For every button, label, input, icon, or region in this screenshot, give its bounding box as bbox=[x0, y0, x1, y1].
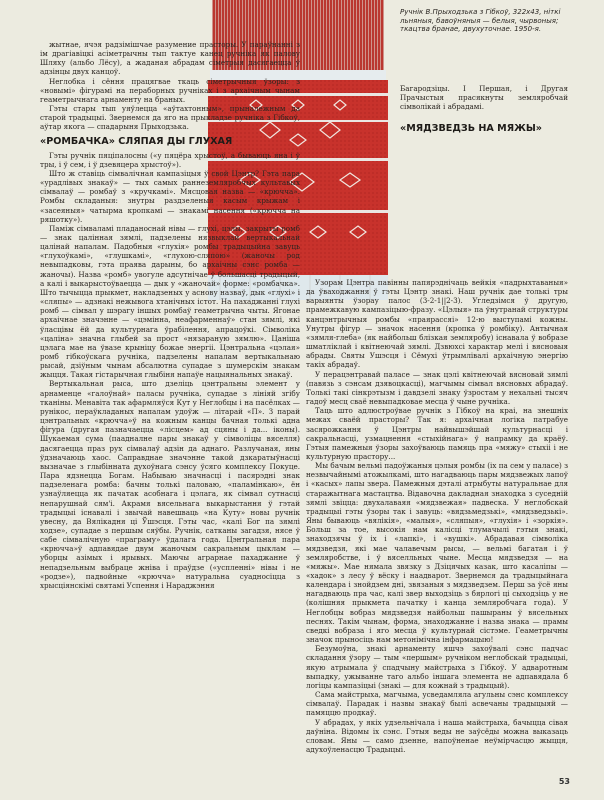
paragraph: Узорам Цэнтра павінны папярэднічаць вейкія «падрыхтаваныя» да ўваходжання ў гэты Цэнтр знакі. Наш ручнік дае толькі тры варыянты ўзорау палос (3-2-1||2-3). Угледзімся ў другую, прамежкавую кампазіцыю-фразу. «Цэлыя» па ўнутранай структуры канцэнтрычныя ромбы «праярассяі» 12-ю выступамі кожны. Унутры фігур — значок насення (кропка ў ромбіку). Антычная «зямля-глеба» (як найбольш блізкая земляробу) існавала ў вобразе шматліклай і квітнеючай зямлі. Дзвюхсі характар мелі і вясновыя абрады. Святы Ушэсця і Сёмухі ўтрымлівалі архаічную энергію такіх абрадаў. bbox=[306, 278, 568, 370]
image-caption: Ручнік В.Прыходзька з Гібкоў, 322х43, ніткі льняныя, бавоўняныя — белыя, чырвоныя; ткацтва бранае, двухуточнае. 1950-я. bbox=[400, 8, 561, 34]
paragraph: Багародзіцы. І Першая, і Другая Прачыстыя прасякнуты земляробчай сімволікай і абрадамі. bbox=[400, 84, 568, 112]
paragraph: Што ж ставіць сімвалічная кампазіцыя ў свой Цэнтр? Гэта пара «урадлівых знакаў» — тых самых раннеземляробчых культавых сімвалаў — ромбаў з «кручкамі». Мясцовая назва — «крючча». Ромбы складаныя: знутры раздзеленыя касым крыжам і «засеяныя» чатырма кропкамі — знакамі насення («крючча на ряшотку»). bbox=[40, 168, 300, 224]
paragraph: Неглобка і сёння працягвае ткаць сіметрычныя ўзоры: з «новымі» фігурамі на пераборных ручніках і з архаічным чынам геаметрычнага арнаменту на браных. bbox=[40, 76, 300, 104]
section-heading: «РОМБАЧКА» СЛЯПАЯ ДЫ ГЛУХАЯ bbox=[40, 135, 233, 147]
paragraph: Безумоўна, знакі арнаменту яшчэ захоўвалі сэнс падчас складання ўзору — тым «першым» ручніком неглобскай традыцыі, якую атрымала ў спадчыну майстрыха з Гібкоў. У адваротным выпадку, ужыванне таго альбо іншага элемента не адпавядала б логіцы кампазіцыі (знакі — для кожнай з традыцый). bbox=[306, 644, 568, 690]
left-column bbox=[40, 40, 300, 780]
paragraph: Вертыкальная рыса, што дзеліць цэнтральны элемент у арнаменце «галоўнай» паласы ручніка, супадае з лініяй згібу тканіны. Менавіта так афармляўся Кут у Неглобцы і на пасёлках — рунікос, пераўкладаных напалам удоўж — літарай «П». З парай цэнтральных «крючча»ў на кожным канцы бачная толькі адна фігура (другая пазначаецца «лісцем» ад сцяны і да... іконы). Шукаемая сума (паадналне пары знакаў у сімволіцы вяселля) дасягаецца праз рух сімвалаў адзін да аднаго. Разлучаная, яны ўдзначаюць хаос. Саправднае значэнне такой дзкаратыўнасці вызначае з глыбінната духоўнага сэнсу ўсяго комплексу Покуце. Пара ядзнецца Богам. Набываю значнасці і пасярэдні знак падзеленага ромба: бачны толькі паловаю, «паламінкаю», ён узнаўляецца як пачатак асобнага і цэлага, як сімвал сутнасці непарушнай сям'і. Акрамя вясельнага выкарыстання ў гэтай традыцыі існавалі і звычай навешваць «на Куту» новы ручнік увесну, да Вялікадня ці Ўшэсця. Гэты час, «калі Бог па зямлі ходзе», супадае з першым сяўбы. Ручнік, сатканы загадзя, нясе ў сабе сімвалічную «праграму» ўдалага года. Цэнтральная пара «крючча»ў адпавядае двум жаночым сакральным цыклам — уборцы азімых і ярывых. Маючы аграрнае пахаджанне ў непадзельным выбраце жніва і праўдзе («успленні» нівы і не «родзе»), падвойные «крючча» натуральна суадносіцца з хрысціянскімі святамі Успення і Нараджэння bbox=[40, 379, 300, 590]
paragraph: Сама майстрыха, магчыма, усведамляла агульны сэнс комплексу сімвалаў. Парадак і назвы знакаў былі асвечаны традыцыяй — памяццю продкаў. bbox=[306, 690, 568, 718]
paragraph: Гэты ручнік пяціпалосны («у пяцёра хрыстоў, а бываюць яна і ў тры, і ў сем, і ў дзевяцера хрыстоў»). bbox=[40, 150, 300, 169]
right-bottom-column bbox=[306, 278, 568, 768]
paragraph: жытнае, ячэя радзімішчае разумение прасторы. У параўнанні з ім драгіавіцкі асіметрычны тып тактуе канец ручніка як палову Шляху (альбо Лёсу), а жаданая абрадам сіметрыя дасягаецца ў адзінцы двух канцоў. bbox=[40, 40, 300, 77]
paragraph: Гэты стары тып уяўлецца «аўтахтонным», прыналежным да старой традыцыі. Звернемся да яго на прыкладзе ручніка з Гібкоў, аўтар якога — спадарыня Прыходзька. bbox=[40, 104, 300, 132]
paragraph: У абрадах, у якіх удзельнічала і наша майстрыха, бачыцца сівая даўніна. Відомы іх сэнс. Гэтыя веды не заўсёды можна выказаць словам. Яны — само дзенне, напоўненае неўмірчасцю жыцця, адухоўленасцю Традыцыі. bbox=[306, 717, 568, 754]
paragraph: Мы бачым вельмі падоўжаныя цэлыя ромбы (іх па сем у паласе) з незвычайнымі атожылкамі, што нагадваюць пары мядзвежых лапоў і «касых» лапы звера. Памежныя дэталі атрыбуты натуральнае для старажытнага мастацтва. Відавочна дакладная знаходка з суседній зямлі звіцца: двухалаваяя «мядзвежая» падвеска. У неглобскай традыцыі гэты ўзоры так і завуць: «вядзьмедзькі», «мядзведзькі». Яны бываюць «вялікія», «малыя», «сляпыя», «глухія» і «зоркія». Больш за тое, высокія нам калісці тлумачылі гэтыя знакі, знаходзячы ў іх і «лапкі», і «вушкі». Абрадавая сімволіка мядзведзя, які мае чалавечым рысы, — вельмі багатая і ў земляробстве, і ў вяселльных чыне. Месца мядзведзя — на «мяжы». Мае нямала звязку з Дзіцячых казак, што касаліпы — «хадок» з лесу ў вёску і наадварот. Звернемся да традыцыйнага календара і знойдзем дні, звязаныя з мядзведзем. Перш за ўсё яны нагадваюць пра час, калі звер выходзіць з бярлогі ці сыходзіць у не (колішняя прыкмета пачатку і канца земляробчага года). У Неглобцы вобраз мядзведзя найбольш пашыраны ў вясельных песнях. Такім чынам, форма, знаходжанне і назва знака — прамы сведкі вобраза і яго месца ў культурнай сістэме. Геаметрычны значок прыносіць нам метонімічна інфармацыю! bbox=[306, 461, 568, 645]
paragraph: Таць што адлюстроўвае ручнік з Гібкоў на краі, на знешніх межах сваёй прасторы? Так я: архаічная логіка патрабуе засярожкання ў Цэнтры найвышэйшай культурнасці і сакральнасці, узмацнення «стыхійнага» ў напрамку да краёў. Гэтыя памежныя ўзоры захоўваюць памяць пра «мяжу» стыхіі і не культурную прастору... bbox=[306, 406, 568, 461]
page-number: 53 bbox=[558, 777, 570, 786]
right-top-column bbox=[400, 84, 568, 270]
section-heading: «МЯДЗВЕДЗЬ НА МЯЖЫ» bbox=[400, 123, 542, 135]
paragraph: У перацэнтравай паласе — знак цэлі квітнеючай вясновай зямлі (павязь з сэнсам дзявоцкасці), магчымы сімвал вясновых абрадаў. Толькі такі сінкрэтызм і давдзелі знаку ўзростам у нехальні тысяч гадоў месц сваё невыпадковае месца ў чыне ручніка. bbox=[306, 369, 568, 407]
paragraph: Паміж сімваламі пладаноснай нівы — глухі, цэлы, закрыты ромб — знак цалінная зямлі, падзелены нязвыклай вертыкальнай цалінай напалам. Падобныя «глухія» ромбы традыцыйна завуць «глухоўкамі», «глушкамі», «глухою-сляпою» (жаночы род невыпадковы, гэта праява дарыны, бо архаічны сэнс ромба — жаночы). Назва «ромб» увогуле адсутнічае ў большасці традыцый, а калі і выкарыстоўваецца — дык у «жаночай» форме: «ромбачка». Што тычыцца прыкмет, накладзеных у аснову назваў, дык «глухі» і «сляпы» — адзнакі нежывога хтанічных істот. На пахаджанні глухі ромб — сімвал у шэрагу іншых ромбаў геаметрычна чыты. Ягонае архаічнае значэнне — «цэмінна, неафарменнаў» стан зямлі, які ўласцівы ёй да культурнага ўрабілення, апрацоўкі. Сімволіка «цаліна» значна глыбей за прост «нязараную зямлю». Цаніша цэлага мае на ўвазе крыніцу божае энергіі. Цэнтральна «цэлая» ромб гібкоўскага ручніка, падзелены напалам вертыкальнаю рысай, дзіўным чынам абсалютна супадае з шумерскім знакам жыцця. Такая гістарычная глыбіня напаўе нацыянальных знакаў. bbox=[40, 223, 300, 380]
